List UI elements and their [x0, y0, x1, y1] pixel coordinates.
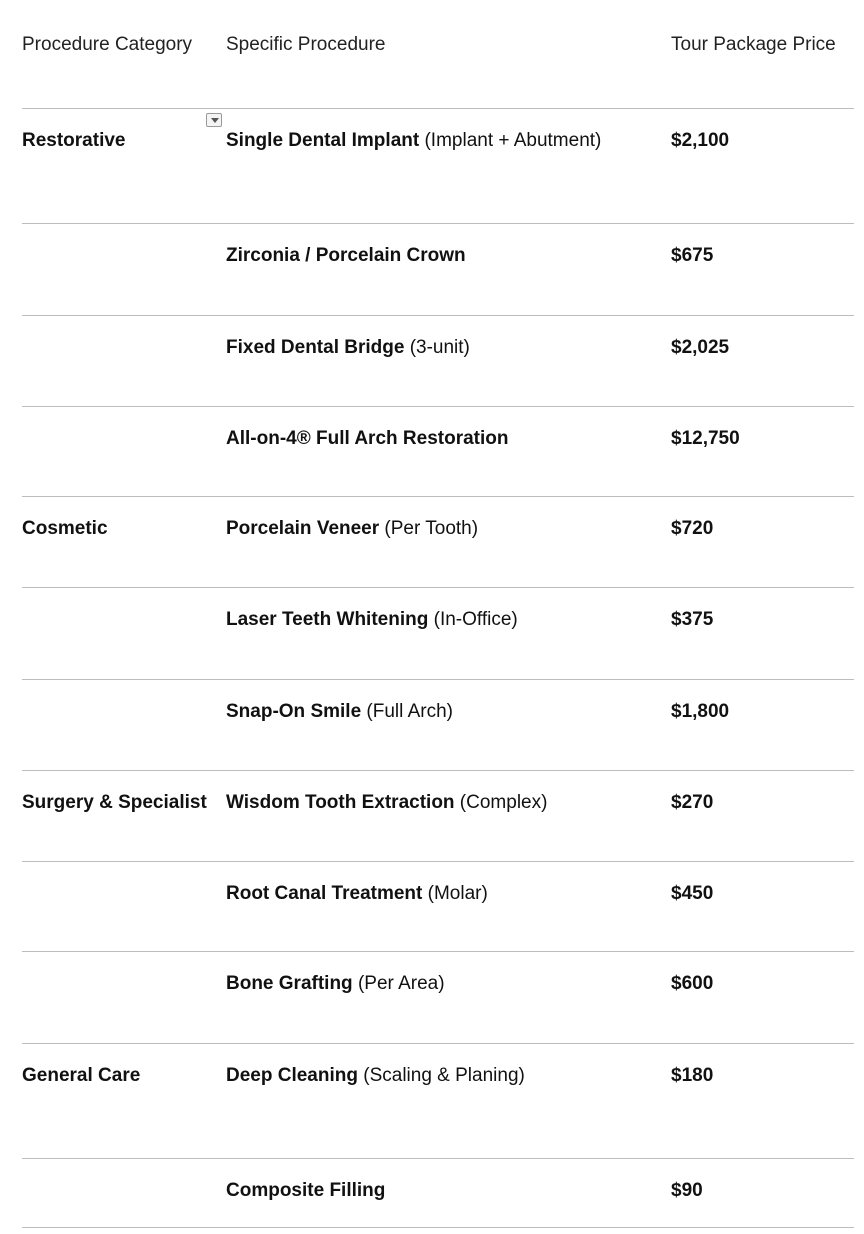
procedure-name: Composite Filling — [226, 1180, 386, 1201]
header-specific-procedure: Specific Procedure — [226, 34, 386, 55]
procedure-cell — [226, 1065, 525, 1087]
table-row — [22, 771, 854, 862]
procedure-cell — [226, 428, 508, 450]
procedure-cell — [226, 245, 466, 267]
procedure-cell — [226, 337, 470, 359]
procedure-name: Porcelain Veneer — [226, 518, 380, 539]
price-cell: $90 — [671, 1180, 703, 1201]
price-cell: $600 — [671, 973, 714, 994]
procedure-detail: (Complex) — [454, 792, 548, 813]
price-cell: $675 — [671, 245, 714, 266]
procedure-name: Bone Grafting — [226, 973, 353, 994]
procedure-detail: (Scaling & Planing) — [357, 1065, 525, 1086]
procedure-name: Zirconia / Porcelain Crown — [226, 245, 466, 266]
procedure-cell — [226, 973, 445, 995]
procedure-name: Wisdom Tooth Extraction — [226, 792, 455, 813]
price-cell: $2,025 — [671, 337, 730, 358]
category-cell: Restorative — [22, 130, 126, 151]
price-cell: $2,100 — [671, 130, 730, 151]
price-cell: $180 — [671, 1065, 714, 1086]
header-procedure-category: Procedure Category — [22, 34, 193, 55]
table-row — [22, 497, 854, 588]
procedure-cell — [226, 130, 601, 152]
procedure-detail: (In-Office) — [428, 609, 518, 630]
price-cell: $375 — [671, 609, 714, 630]
table-row — [22, 407, 854, 497]
table-header — [22, 0, 854, 109]
procedure-detail: (3-unit) — [404, 337, 470, 358]
procedure-name: Fixed Dental Bridge — [226, 337, 405, 358]
price-cell: $1,800 — [671, 701, 730, 722]
procedure-name: Single Dental Implant — [226, 130, 420, 151]
procedure-detail: (Per Tooth) — [379, 518, 479, 539]
procedure-cell — [226, 792, 547, 814]
price-cell: $270 — [671, 792, 714, 813]
procedure-name: Deep Cleaning — [226, 1065, 358, 1086]
table-row — [22, 680, 854, 771]
header-tour-package-price: Tour Package Price — [671, 34, 836, 55]
procedure-detail: (Molar) — [422, 883, 488, 904]
procedure-table — [22, 109, 854, 1228]
procedure-cell — [226, 609, 518, 631]
price-cell: $720 — [671, 518, 714, 539]
table-row — [22, 588, 854, 680]
procedure-cell — [226, 883, 488, 905]
price-cell: $12,750 — [671, 428, 740, 449]
category-cell: General Care — [22, 1065, 141, 1086]
procedure-cell — [226, 518, 478, 540]
procedure-name: Root Canal Treatment — [226, 883, 423, 904]
procedure-detail: (Full Arch) — [361, 701, 453, 722]
procedure-name: Snap-On Smile — [226, 701, 362, 722]
procedure-cell — [226, 1180, 385, 1202]
procedure-name: All-on-4® Full Arch Restoration — [226, 428, 509, 449]
category-cell: Surgery & Specialist — [22, 792, 207, 813]
table-row — [22, 316, 854, 407]
category-cell: Cosmetic — [22, 518, 108, 539]
table-row — [22, 862, 854, 952]
procedure-cell — [226, 701, 453, 723]
procedure-detail: (Per Area) — [352, 973, 445, 994]
table-row — [22, 224, 854, 316]
procedure-name: Laser Teeth Whitening — [226, 609, 429, 630]
table-row — [22, 952, 854, 1044]
price-cell: $450 — [671, 883, 714, 904]
procedure-detail: (Implant + Abutment) — [419, 130, 602, 151]
table-row — [22, 109, 854, 224]
table-row — [22, 1044, 854, 1159]
table-row — [22, 1159, 854, 1228]
